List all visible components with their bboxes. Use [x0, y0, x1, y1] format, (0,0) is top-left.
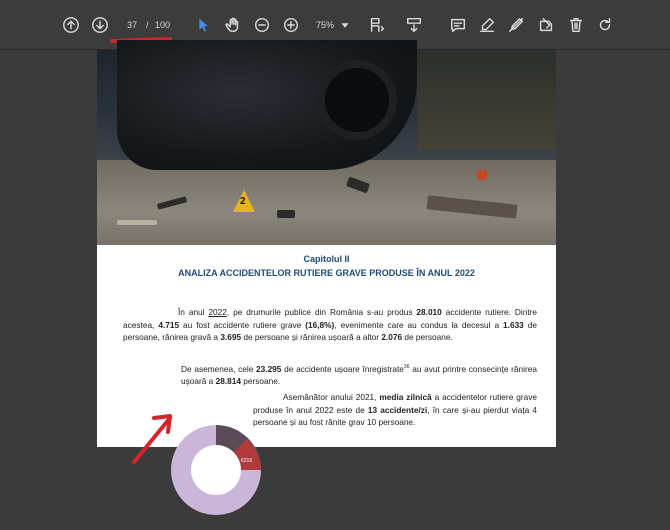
comment-icon[interactable] [447, 14, 469, 36]
document-page [97, 50, 556, 464]
zoom-level[interactable]: 75% [316, 20, 335, 30]
footnote-ref[interactable]: 36 [403, 364, 410, 370]
text: , pe drumurile publice din România s-au produs [226, 307, 417, 317]
page-layout-icon[interactable] [366, 14, 388, 36]
evidence-marker [233, 190, 255, 212]
text: accidente rutiere. Dintre acestea, [123, 307, 538, 330]
page-number-current[interactable]: 37 [127, 20, 138, 30]
photo-background [417, 50, 556, 150]
value: (16,8%) [305, 319, 335, 330]
debris [277, 210, 295, 218]
text: În anul [178, 307, 209, 317]
value: 3.695 [220, 332, 242, 342]
zoom-dropdown-icon[interactable] [338, 14, 352, 36]
rotate-icon[interactable] [594, 14, 616, 36]
value: 28.010 [416, 307, 442, 317]
photo-car [117, 40, 417, 170]
red-arrow-annotation [126, 410, 186, 470]
value: media zilnică [379, 392, 432, 402]
donut-hole [191, 445, 241, 495]
text: , în care și-au pierdut viața 4 persoane și au fost rănite grav 10 persoane. [253, 404, 538, 427]
text: au avut printre consecințe rănirea ușoară a [181, 363, 537, 387]
paragraph-2 [181, 361, 537, 388]
value: 1.633 [503, 319, 524, 330]
chapter-title: ANALIZA ACCIDENTELOR RUTIERE GRAVE PRODUSE ÎN ANUL 2022 [178, 268, 475, 278]
text: au fost accidente rutiere grave [179, 319, 306, 330]
chapter-label: Capitolul II [303, 254, 350, 264]
text: de persoane și rănirea ușoară a altor [241, 332, 382, 342]
accident-photo [97, 50, 556, 245]
value: 23.295 [256, 363, 282, 374]
paragraph-1 [123, 306, 537, 344]
draw-icon[interactable] [505, 14, 527, 36]
document-viewer[interactable] [0, 50, 670, 464]
text: de persoane, rănirea gravă a [123, 319, 537, 342]
text: a accidentelor rutiere grave produse în anul 2022 este de [253, 392, 537, 415]
stamp-icon[interactable] [535, 14, 557, 36]
value: 13 accidente/zi [367, 404, 428, 415]
text: , evenimente care au condus la decesul a [334, 319, 504, 330]
debris [117, 220, 157, 225]
debris [477, 170, 487, 180]
text: Asemănător anului 2021, [283, 392, 380, 402]
text: De asemenea, cele [181, 363, 257, 374]
text: de persoane. [402, 332, 453, 342]
hand-icon[interactable] [222, 14, 244, 36]
arrow-up-icon[interactable] [60, 14, 82, 36]
text: persoane. [240, 376, 281, 387]
delete-icon[interactable] [565, 14, 587, 36]
zoom-in-icon[interactable] [280, 14, 302, 36]
value: 2.076 [381, 332, 403, 342]
donut-label: 6216 [241, 458, 253, 464]
highlight-icon[interactable] [476, 14, 498, 36]
photo-wheel [317, 60, 397, 140]
value: 28.814 [215, 376, 241, 387]
page-number-total: 100 [155, 20, 171, 30]
evidence-marker-number: 2 [240, 196, 246, 207]
page-number-separator: / [146, 20, 149, 30]
paragraph-3 [253, 391, 537, 429]
arrow-down-icon[interactable] [89, 14, 111, 36]
text-year: 2022 [208, 307, 227, 317]
insert-page-icon[interactable] [403, 14, 425, 36]
text: de accidente ușoare înregistrate [281, 363, 404, 374]
cursor-icon[interactable] [192, 14, 214, 36]
zoom-out-icon[interactable] [251, 14, 273, 36]
value: 4.715 [158, 319, 180, 330]
